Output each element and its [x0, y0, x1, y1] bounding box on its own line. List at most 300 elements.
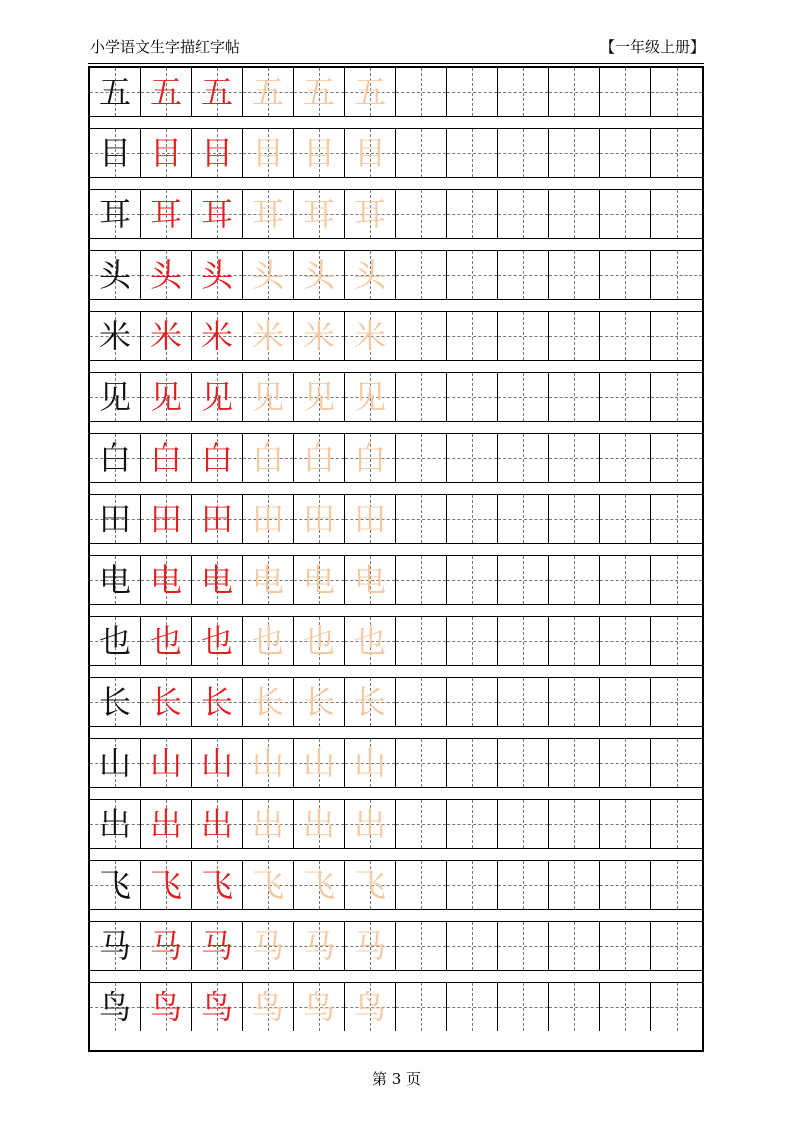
character-red: 山: [200, 744, 233, 782]
cell-blank[interactable]: [600, 739, 651, 787]
cell-blank[interactable]: [651, 922, 702, 970]
character-trace: 头: [302, 256, 335, 294]
practice-row: [90, 495, 702, 543]
character-model: 田: [98, 500, 131, 538]
cell-blank[interactable]: [651, 373, 702, 421]
cell-trace: [345, 556, 396, 604]
cell-blank[interactable]: [651, 556, 702, 604]
cell-trace: [243, 190, 294, 238]
cell-blank[interactable]: [549, 434, 600, 482]
cell-blank[interactable]: [549, 861, 600, 909]
cell-blank[interactable]: [600, 434, 651, 482]
character-red: 长: [200, 683, 233, 721]
character-trace: 米: [353, 317, 386, 355]
cell-trace: [243, 373, 294, 421]
cell-model: [90, 434, 141, 482]
cell-blank[interactable]: [651, 312, 702, 360]
practice-row: [90, 861, 702, 909]
cell-red: [192, 556, 243, 604]
cell-blank[interactable]: [498, 312, 549, 360]
character-red: 山: [149, 744, 182, 782]
character-trace: 电: [251, 561, 284, 599]
character-red: 出: [149, 805, 182, 843]
cell-blank[interactable]: [549, 983, 600, 1031]
character-red: 耳: [200, 195, 233, 233]
cell-red: [192, 190, 243, 238]
character-model: 长: [98, 683, 131, 721]
cell-blank[interactable]: [447, 739, 498, 787]
cell-model: [90, 373, 141, 421]
practice-row: [90, 373, 702, 421]
cell-blank[interactable]: [600, 68, 651, 116]
character-red: 飞: [149, 866, 182, 904]
row-gap: [90, 177, 702, 190]
cell-blank[interactable]: [498, 678, 549, 726]
page-number: 第 3 页: [371, 1070, 422, 1088]
character-trace: 山: [353, 744, 386, 782]
character-model: 也: [98, 622, 131, 660]
cell-blank[interactable]: [498, 922, 549, 970]
character-red: 见: [200, 378, 233, 416]
cell-red: [192, 861, 243, 909]
cell-red: [141, 983, 192, 1031]
cell-blank[interactable]: [498, 434, 549, 482]
character-trace: 山: [251, 744, 284, 782]
character-red: 也: [149, 622, 182, 660]
character-trace: 鸟: [302, 988, 335, 1026]
cell-trace: [345, 495, 396, 543]
cell-blank[interactable]: [498, 190, 549, 238]
cell-trace: [294, 800, 345, 848]
cell-blank[interactable]: [396, 922, 447, 970]
row-gap: [90, 970, 702, 983]
cell-trace: [294, 617, 345, 665]
character-trace: 米: [302, 317, 335, 355]
cell-blank[interactable]: [447, 495, 498, 543]
cell-red: [141, 68, 192, 116]
cell-blank[interactable]: [549, 251, 600, 299]
practice-row: [90, 739, 702, 787]
row-gap: [90, 665, 702, 678]
cell-blank[interactable]: [651, 739, 702, 787]
cell-blank[interactable]: [549, 373, 600, 421]
cell-red: [141, 129, 192, 177]
cell-blank[interactable]: [396, 129, 447, 177]
character-trace: 头: [251, 256, 284, 294]
cell-blank[interactable]: [600, 495, 651, 543]
practice-row: [90, 983, 702, 1031]
cell-model: [90, 800, 141, 848]
character-red: 也: [200, 622, 233, 660]
character-red: 目: [149, 134, 182, 172]
cell-blank[interactable]: [498, 861, 549, 909]
cell-trace: [294, 251, 345, 299]
character-red: 五: [200, 73, 233, 111]
character-model: 鸟: [98, 988, 131, 1026]
cell-trace: [345, 983, 396, 1031]
cell-trace: [294, 983, 345, 1031]
character-model: 马: [98, 927, 131, 965]
cell-model: [90, 983, 141, 1031]
cell-blank[interactable]: [498, 800, 549, 848]
cell-trace: [243, 861, 294, 909]
cell-blank[interactable]: [447, 678, 498, 726]
cell-model: [90, 312, 141, 360]
cell-blank[interactable]: [498, 68, 549, 116]
cell-model: [90, 678, 141, 726]
cell-blank[interactable]: [651, 434, 702, 482]
character-trace: 田: [251, 500, 284, 538]
character-trace: 五: [251, 73, 284, 111]
cell-blank[interactable]: [396, 800, 447, 848]
cell-blank[interactable]: [396, 861, 447, 909]
cell-model: [90, 68, 141, 116]
cell-blank[interactable]: [447, 190, 498, 238]
cell-red: [192, 922, 243, 970]
character-trace: 头: [353, 256, 386, 294]
cell-trace: [345, 861, 396, 909]
character-trace: 目: [251, 134, 284, 172]
character-model: 飞: [98, 866, 131, 904]
cell-model: [90, 922, 141, 970]
row-gap: [90, 787, 702, 800]
cell-blank[interactable]: [549, 556, 600, 604]
cell-blank[interactable]: [549, 800, 600, 848]
cell-trace: [345, 251, 396, 299]
practice-row: [90, 800, 702, 848]
character-trace: 马: [302, 927, 335, 965]
cell-trace: [345, 617, 396, 665]
cell-red: [141, 373, 192, 421]
row-gap: [90, 360, 702, 373]
cell-trace: [294, 739, 345, 787]
cell-blank[interactable]: [600, 800, 651, 848]
row-gap: [90, 848, 702, 861]
character-trace: 目: [353, 134, 386, 172]
cell-blank[interactable]: [549, 922, 600, 970]
cell-trace: [243, 68, 294, 116]
cell-trace: [345, 739, 396, 787]
cell-trace: [243, 556, 294, 604]
cell-red: [192, 800, 243, 848]
cell-blank[interactable]: [651, 129, 702, 177]
row-gap: [90, 909, 702, 922]
character-trace: 鸟: [353, 988, 386, 1026]
cell-blank[interactable]: [498, 373, 549, 421]
character-trace: 飞: [353, 866, 386, 904]
cell-red: [192, 678, 243, 726]
row-gap: [90, 421, 702, 434]
cell-blank[interactable]: [600, 190, 651, 238]
cell-trace: [345, 312, 396, 360]
cell-blank[interactable]: [549, 312, 600, 360]
character-trace: 白: [302, 439, 335, 477]
cell-blank[interactable]: [651, 983, 702, 1031]
cell-blank[interactable]: [447, 922, 498, 970]
character-trace: 飞: [302, 866, 335, 904]
cell-trace: [294, 861, 345, 909]
cell-blank[interactable]: [600, 922, 651, 970]
cell-trace: [345, 800, 396, 848]
cell-red: [141, 800, 192, 848]
character-trace: 电: [302, 561, 335, 599]
cell-trace: [294, 495, 345, 543]
cell-red: [192, 373, 243, 421]
cell-blank[interactable]: [396, 251, 447, 299]
character-trace: 出: [353, 805, 386, 843]
cell-trace: [243, 983, 294, 1031]
cell-trace: [345, 190, 396, 238]
cell-blank[interactable]: [447, 434, 498, 482]
character-trace: 见: [251, 378, 284, 416]
cell-red: [141, 922, 192, 970]
cell-trace: [243, 617, 294, 665]
cell-model: [90, 739, 141, 787]
cell-blank[interactable]: [498, 983, 549, 1031]
character-trace: 白: [353, 439, 386, 477]
cell-red: [141, 556, 192, 604]
cell-blank[interactable]: [498, 739, 549, 787]
cell-blank[interactable]: [651, 68, 702, 116]
cell-blank[interactable]: [396, 68, 447, 116]
character-red: 鸟: [149, 988, 182, 1026]
practice-grid: [88, 66, 704, 1052]
cell-trace: [294, 68, 345, 116]
cell-blank[interactable]: [447, 251, 498, 299]
cell-blank[interactable]: [498, 251, 549, 299]
cell-blank[interactable]: [396, 556, 447, 604]
cell-trace: [243, 495, 294, 543]
cell-red: [141, 678, 192, 726]
cell-blank[interactable]: [498, 617, 549, 665]
cell-model: [90, 190, 141, 238]
cell-blank[interactable]: [396, 739, 447, 787]
cell-red: [192, 983, 243, 1031]
header-divider: [88, 63, 704, 64]
character-trace: 米: [251, 317, 284, 355]
character-trace: 耳: [302, 195, 335, 233]
cell-blank[interactable]: [396, 617, 447, 665]
practice-row: [90, 312, 702, 360]
character-trace: 长: [353, 683, 386, 721]
cell-trace: [345, 373, 396, 421]
cell-red: [192, 312, 243, 360]
cell-trace: [243, 129, 294, 177]
cell-blank[interactable]: [549, 739, 600, 787]
cell-blank[interactable]: [600, 617, 651, 665]
cell-blank[interactable]: [447, 312, 498, 360]
character-model: 目: [98, 134, 131, 172]
cell-blank[interactable]: [396, 678, 447, 726]
row-gap: [90, 604, 702, 617]
header-title: 小学语文生字描红字帖: [90, 38, 241, 56]
cell-blank[interactable]: [600, 861, 651, 909]
cell-blank[interactable]: [651, 495, 702, 543]
cell-blank[interactable]: [447, 617, 498, 665]
cell-trace: [243, 800, 294, 848]
cell-blank[interactable]: [498, 495, 549, 543]
cell-trace: [294, 434, 345, 482]
character-red: 电: [149, 561, 182, 599]
row-gap: [90, 543, 702, 556]
character-trace: 出: [251, 805, 284, 843]
cell-trace: [294, 922, 345, 970]
character-model: 五: [98, 73, 131, 111]
character-red: 见: [149, 378, 182, 416]
cell-blank[interactable]: [447, 373, 498, 421]
cell-model: [90, 617, 141, 665]
cell-trace: [294, 678, 345, 726]
cell-blank[interactable]: [447, 556, 498, 604]
practice-row: [90, 190, 702, 238]
cell-red: [141, 739, 192, 787]
row-gap: [90, 726, 702, 739]
character-trace: 见: [302, 378, 335, 416]
cell-trace: [243, 678, 294, 726]
cell-blank[interactable]: [447, 68, 498, 116]
character-trace: 五: [353, 73, 386, 111]
character-trace: 五: [302, 73, 335, 111]
cell-blank[interactable]: [549, 617, 600, 665]
cell-model: [90, 861, 141, 909]
character-trace: 马: [251, 927, 284, 965]
practice-row: [90, 556, 702, 604]
row-gap: [90, 299, 702, 312]
cell-blank[interactable]: [651, 678, 702, 726]
cell-trace: [294, 556, 345, 604]
character-red: 五: [149, 73, 182, 111]
cell-blank[interactable]: [447, 983, 498, 1031]
cell-blank[interactable]: [549, 678, 600, 726]
cell-red: [192, 68, 243, 116]
cell-blank[interactable]: [447, 861, 498, 909]
cell-model: [90, 129, 141, 177]
character-trace: 飞: [251, 866, 284, 904]
character-red: 头: [200, 256, 233, 294]
cell-blank[interactable]: [549, 129, 600, 177]
cell-red: [141, 861, 192, 909]
cell-blank[interactable]: [600, 556, 651, 604]
character-trace: 目: [302, 134, 335, 172]
character-red: 马: [149, 927, 182, 965]
cell-blank[interactable]: [651, 800, 702, 848]
cell-trace: [243, 251, 294, 299]
character-model: 白: [98, 439, 131, 477]
character-trace: 山: [302, 744, 335, 782]
cell-model: [90, 495, 141, 543]
cell-blank[interactable]: [549, 190, 600, 238]
cell-blank[interactable]: [396, 983, 447, 1031]
character-trace: 也: [251, 622, 284, 660]
character-model: 头: [98, 256, 131, 294]
character-red: 鸟: [200, 988, 233, 1026]
character-trace: 也: [353, 622, 386, 660]
character-trace: 出: [302, 805, 335, 843]
cell-blank[interactable]: [447, 800, 498, 848]
character-model: 耳: [98, 195, 131, 233]
cell-blank[interactable]: [396, 190, 447, 238]
character-model: 米: [98, 317, 131, 355]
character-trace: 长: [251, 683, 284, 721]
cell-trace: [294, 129, 345, 177]
character-model: 出: [98, 805, 131, 843]
character-trace: 见: [353, 378, 386, 416]
character-red: 出: [200, 805, 233, 843]
cell-blank[interactable]: [498, 129, 549, 177]
cell-blank[interactable]: [396, 312, 447, 360]
cell-blank[interactable]: [447, 129, 498, 177]
cell-red: [192, 495, 243, 543]
cell-trace: [345, 68, 396, 116]
practice-row: [90, 434, 702, 482]
character-red: 白: [149, 439, 182, 477]
practice-row: [90, 68, 702, 116]
cell-trace: [243, 434, 294, 482]
cell-trace: [294, 373, 345, 421]
character-red: 白: [200, 439, 233, 477]
character-red: 米: [149, 317, 182, 355]
cell-blank[interactable]: [600, 129, 651, 177]
character-trace: 田: [353, 500, 386, 538]
practice-row: [90, 617, 702, 665]
practice-row: [90, 678, 702, 726]
header-grade: 【一年级上册】: [599, 38, 705, 56]
cell-trace: [243, 739, 294, 787]
cell-blank[interactable]: [600, 373, 651, 421]
character-red: 目: [200, 134, 233, 172]
character-trace: 马: [353, 927, 386, 965]
cell-blank[interactable]: [600, 312, 651, 360]
cell-red: [141, 251, 192, 299]
character-trace: 耳: [353, 195, 386, 233]
cell-blank[interactable]: [651, 251, 702, 299]
cell-blank[interactable]: [549, 68, 600, 116]
cell-blank[interactable]: [600, 983, 651, 1031]
cell-blank[interactable]: [651, 861, 702, 909]
character-trace: 耳: [251, 195, 284, 233]
character-red: 头: [149, 256, 182, 294]
cell-red: [141, 617, 192, 665]
cell-red: [192, 617, 243, 665]
cell-blank[interactable]: [396, 373, 447, 421]
cell-trace: [243, 922, 294, 970]
cell-red: [192, 739, 243, 787]
character-red: 长: [149, 683, 182, 721]
character-trace: 也: [302, 622, 335, 660]
cell-blank[interactable]: [651, 617, 702, 665]
character-trace: 白: [251, 439, 284, 477]
cell-trace: [294, 312, 345, 360]
practice-row: [90, 129, 702, 177]
cell-red: [141, 312, 192, 360]
cell-blank[interactable]: [600, 251, 651, 299]
cell-red: [141, 434, 192, 482]
row-gap: [90, 482, 702, 495]
cell-blank[interactable]: [651, 190, 702, 238]
character-red: 田: [200, 500, 233, 538]
cell-blank[interactable]: [396, 495, 447, 543]
cell-blank[interactable]: [549, 495, 600, 543]
cell-blank[interactable]: [396, 434, 447, 482]
cell-blank[interactable]: [600, 678, 651, 726]
cell-trace: [345, 129, 396, 177]
cell-red: [192, 434, 243, 482]
cell-blank[interactable]: [498, 556, 549, 604]
cell-model: [90, 251, 141, 299]
practice-row: [90, 922, 702, 970]
cell-trace: [345, 434, 396, 482]
practice-row: [90, 251, 702, 299]
